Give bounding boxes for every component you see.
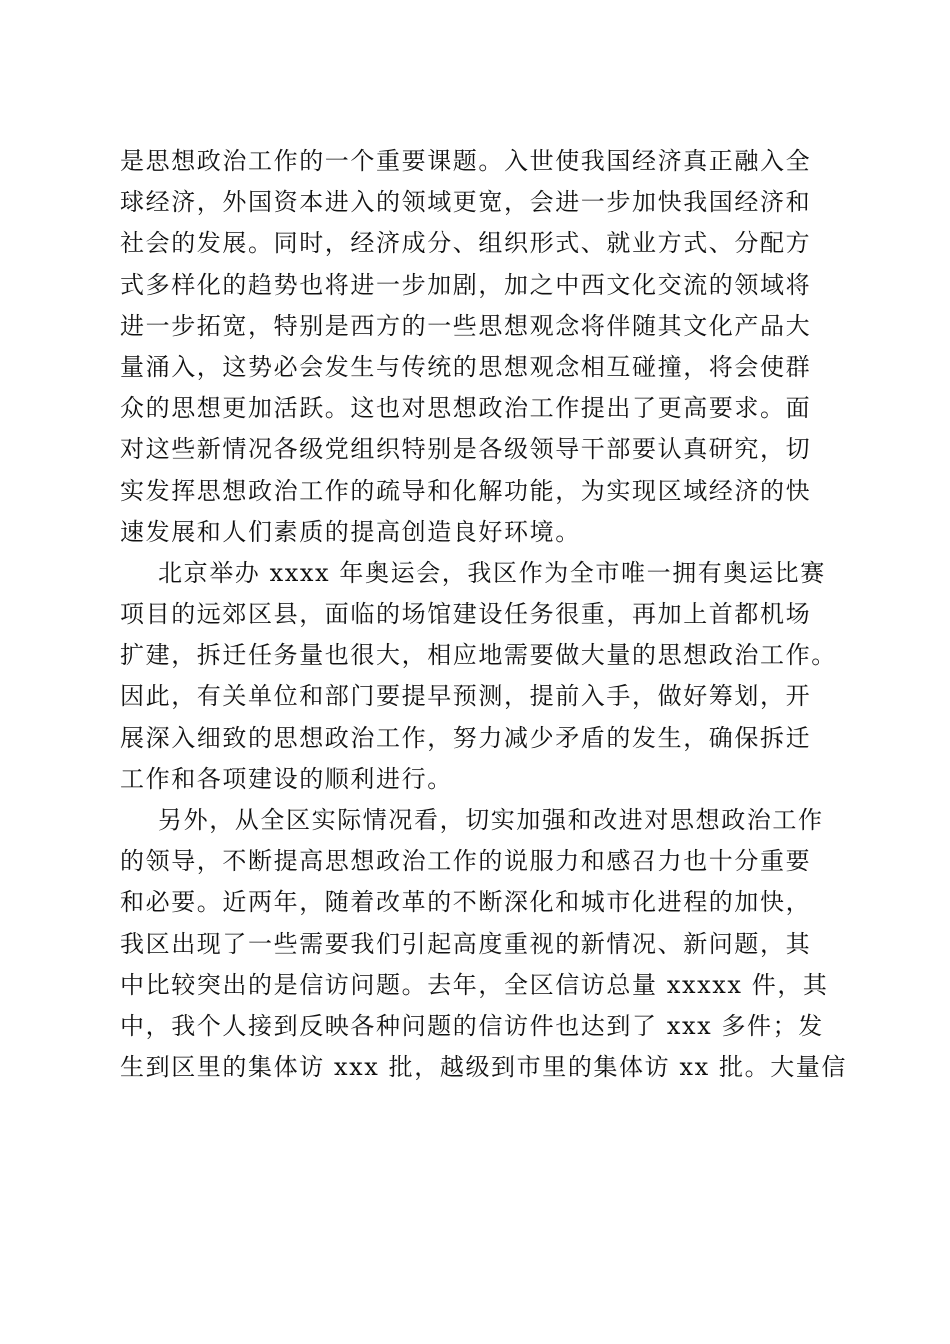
text-line: 展深入细致的思想政治工作，努力减少矛盾的发生，确保拆迁: [120, 723, 812, 752]
text-line: 生到区里的集体访 xxx 批，越级到市里的集体访 xx 批。大量信: [120, 1053, 847, 1082]
text-line: 中，我个人接到反映各种问题的信访件也达到了 xxx 多件；发: [120, 1011, 824, 1040]
text-line: 速发展和人们素质的提高创造良好环境。: [120, 517, 581, 546]
text-line: 量涌入，这势必会发生与传统的思想观念相互碰撞，将会使群: [120, 352, 812, 381]
text-line: 式多样化的趋势也将进一步加剧，加之中西文化交流的领域将: [120, 270, 812, 299]
text-line: 中比较突出的是信访问题。去年，全区信访总量 xxxxx 件，其: [120, 970, 829, 999]
text-line: 进一步拓宽，特别是西方的一些思想观念将伴随其文化产品大: [120, 311, 812, 340]
text-line: 众的思想更加活跃。这也对思想政治工作提出了更高要求。面: [120, 394, 812, 423]
text-line: 项目的远郊区县，面临的场馆建设任务很重，再加上首都机场: [120, 600, 812, 629]
text-line: 对这些新情况各级党组织特别是各级领导干部要认真研究，切: [120, 435, 812, 464]
text-line: 和必要。近两年，随着改革的不断深化和城市化进程的加快，: [120, 888, 812, 917]
paragraph-first-line: 另外，从全区实际情况看，切实加强和改进对思想政治工作: [158, 806, 824, 834]
text-line: 工作和各项建设的顺利进行。: [120, 764, 453, 793]
text-line: 球经济，外国资本进入的领域更宽，会进一步加快我国经济和: [120, 188, 812, 217]
text-line: 我区出现了一些需要我们引起高度重视的新情况、新问题，其: [120, 929, 812, 958]
text-line: 是思想政治工作的一个重要课题。入世使我国经济真正融入全: [120, 147, 812, 175]
text-line: 因此，有关单位和部门要提早预测，提前入手，做好筹划，开: [120, 682, 812, 711]
paragraph-first-line: 北京举办 xxxx 年奥运会，我区作为全市唯一拥有奥运比赛: [158, 558, 826, 587]
body-text: [120, 141, 847, 1088]
text-line: 社会的发展。同时，经济成分、组织形式、就业方式、分配方: [120, 229, 812, 258]
text-line: 扩建，拆迁任务量也很大，相应地需要做大量的思想政治工作。: [120, 641, 837, 670]
text-line: 实发挥思想政治工作的疏导和化解功能，为实现区域经济的快: [120, 476, 812, 505]
text-line: 的领导，不断提高思想政治工作的说服力和感召力也十分重要: [120, 847, 812, 876]
